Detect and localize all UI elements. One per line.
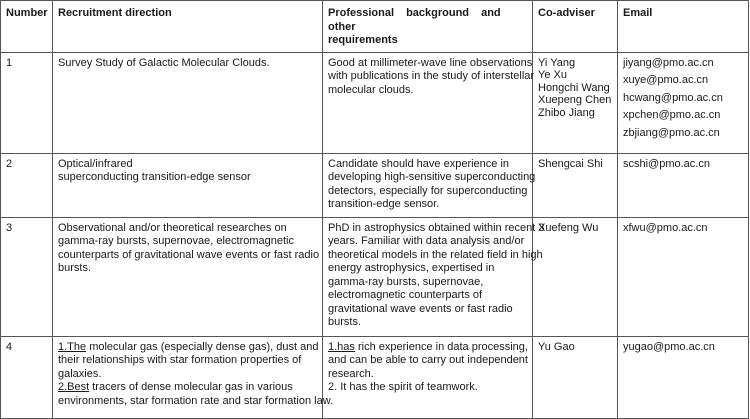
background-line: theoretical models in the related field in high (328, 248, 543, 261)
row-background (323, 153, 536, 217)
direction-line: Optical/infrared (58, 157, 133, 170)
direction-item-prefix: 1.The (58, 340, 87, 353)
direction-item-text: tracers of dense molecular gas in various (89, 381, 293, 393)
email-address: hcwang@pmo.ac.cn (623, 91, 723, 104)
header-email: Email (618, 1, 749, 53)
header-adviser: Co-adviser (533, 1, 618, 53)
adviser-name: Hongchi Wang (538, 81, 610, 94)
direction-line: Survey Study of Galactic Molecular Clouds. (58, 56, 270, 69)
row-number: 4 (1, 336, 53, 418)
direction-item-prefix: 2.Best (58, 381, 90, 393)
email-address: scshi@pmo.ac.cn (623, 157, 710, 170)
direction-line: counterparts of gravitational wave events or fast radio (58, 248, 320, 261)
adviser-name: Xuepeng Chen (538, 94, 612, 106)
background-line: detectors, especially for superconducting (328, 184, 528, 197)
background-line: developing high-sensitive superconducting (328, 171, 536, 183)
background-line: transition-edge sensor. (328, 198, 440, 210)
email-address: jiyang@pmo.ac.cn (623, 56, 714, 69)
background-line: gravitational wave events or fast radio (328, 302, 513, 315)
header-number: Number (1, 1, 53, 53)
row-background (323, 52, 533, 153)
header-background-line2: requirements (328, 34, 398, 46)
row-advisers (533, 217, 618, 336)
row-number: 2 (1, 153, 53, 217)
background-line: research. (328, 367, 374, 380)
adviser-name: Zhibo Jiang (538, 106, 595, 119)
background-line: PhD in astrophysics obtained within recent 3 (328, 221, 545, 234)
row-direction (53, 52, 323, 153)
background-line: 2. It has the spirit of teamwork. (328, 381, 478, 393)
adviser-name: Ye Xu (538, 69, 567, 81)
direction-line: bursts. (58, 262, 92, 274)
row-direction (53, 217, 323, 336)
email-address: xuye@pmo.ac.cn (623, 74, 709, 86)
table-row (1, 52, 749, 153)
header-background-line1: Professional background and other (328, 7, 501, 33)
background-line: energy astrophysics, expertised in (328, 262, 495, 274)
row-direction (53, 153, 323, 217)
direction-item-text: molecular gas (especially dense gas), dust and (86, 340, 319, 353)
background-line: electromagnetic counterparts of (328, 289, 483, 301)
adviser-name: Yu Gao (538, 340, 575, 353)
direction-line: Observational and/or theoretical researches on (58, 221, 287, 234)
background-line: and can be able to carry out independent (328, 354, 528, 366)
background-line: Candidate should have experience in (328, 157, 510, 170)
direction-line (58, 341, 317, 355)
background-item-text: rich experience in data processing, (354, 340, 528, 353)
table-row (1, 217, 749, 336)
row-emails (618, 52, 749, 153)
row-advisers (533, 52, 618, 153)
direction-line: their relationships with star formation properties of (58, 354, 302, 366)
row-emails (618, 217, 749, 336)
background-line: bursts. (328, 316, 362, 328)
adviser-name: Yi Yang (538, 56, 576, 69)
adviser-name: Xuefeng Wu (538, 221, 599, 234)
email-address: yugao@pmo.ac.cn (623, 340, 715, 353)
table-row (1, 336, 749, 418)
header-background (323, 1, 533, 53)
adviser-name: Shengcai Shi (538, 157, 603, 170)
direction-line: environments, star formation rate and star formation law. (58, 394, 334, 407)
row-background (323, 217, 545, 336)
row-background (323, 336, 533, 418)
direction-line: superconducting transition-edge sensor (58, 171, 251, 183)
header-direction: Recruitment direction (53, 1, 323, 53)
background-line (328, 341, 527, 355)
background-line: gamma-ray bursts, supernovae, (328, 275, 484, 288)
table-row (1, 153, 749, 217)
direction-line: gamma-ray bursts, supernovae, electromagnetic (58, 235, 294, 247)
direction-line: galaxies. (58, 367, 102, 380)
background-line: with publications in the study of interstellar (328, 70, 535, 82)
row-direction (53, 336, 334, 418)
row-number: 1 (1, 52, 53, 153)
background-line: years. Familiar with data analysis and/or (328, 235, 525, 247)
row-number: 3 (1, 217, 53, 336)
row-advisers (533, 336, 618, 418)
row-advisers (533, 153, 618, 217)
email-address: xfwu@pmo.ac.cn (623, 221, 708, 234)
direction-line (58, 381, 317, 395)
background-item-prefix: 1.has (328, 340, 355, 353)
header-row (1, 1, 749, 53)
row-emails (618, 153, 749, 217)
email-address: xpchen@pmo.ac.cn (623, 109, 721, 121)
email-address: zbjiang@pmo.ac.cn (623, 126, 720, 139)
background-line: Good at millimeter-wave line observations (328, 56, 533, 69)
row-emails (618, 336, 749, 418)
background-line: molecular clouds. (328, 83, 414, 96)
